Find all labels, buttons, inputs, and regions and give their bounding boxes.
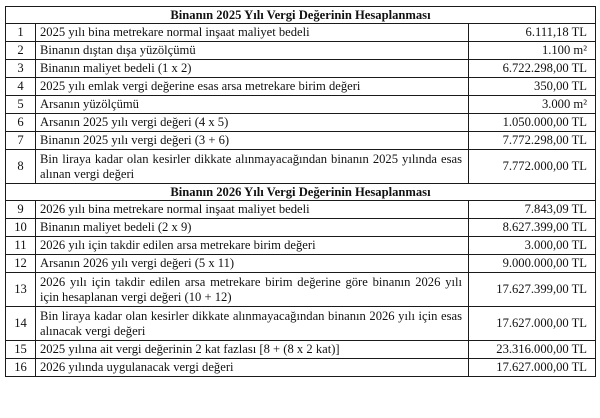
row-number: 16 — [6, 359, 36, 377]
row-value: 17.627.000,00 TL — [469, 307, 596, 341]
row-number: 6 — [6, 114, 36, 132]
table-row — [6, 42, 596, 60]
table-row — [6, 341, 596, 359]
table-row — [6, 78, 596, 96]
row-description: 2025 yılı emlak vergi değerine esas arsa metrekare birim değeri — [36, 78, 469, 96]
row-value: 1.100 m² — [469, 42, 596, 60]
row-number: 13 — [6, 273, 36, 307]
row-number: 9 — [6, 201, 36, 219]
row-value: 3.000,00 TL — [469, 237, 596, 255]
row-number: 5 — [6, 96, 36, 114]
row-number: 11 — [6, 237, 36, 255]
row-description: 2026 yılı bina metrekare normal inşaat maliyet bedeli — [36, 201, 469, 219]
row-value: 6.722.298,00 TL — [469, 60, 596, 78]
table-row — [6, 132, 596, 150]
table-row — [6, 273, 596, 307]
row-value: 350,00 TL — [469, 78, 596, 96]
table-row — [6, 237, 596, 255]
row-value: 8.627.399,00 TL — [469, 219, 596, 237]
row-description: Binanın maliyet bedeli (1 x 2) — [36, 60, 469, 78]
table-row — [6, 150, 596, 184]
row-description: Arsanın yüzölçümü — [36, 96, 469, 114]
row-number: 3 — [6, 60, 36, 78]
row-value: 17.627.399,00 TL — [469, 273, 596, 307]
table-body — [6, 7, 596, 377]
table-row — [6, 359, 596, 377]
row-description: 2026 yılı için takdir edilen arsa metrekare birim değeri — [36, 237, 469, 255]
section-title: Binanın 2026 Yılı Vergi Değerinin Hesaplanması — [6, 184, 596, 201]
row-description: 2025 yılına ait vergi değerinin 2 kat fazlası [8 + (8 x 2 kat)] — [36, 341, 469, 359]
tax-value-document — [5, 6, 595, 377]
row-number: 1 — [6, 24, 36, 42]
row-value: 9.000.000,00 TL — [469, 255, 596, 273]
table-row — [6, 24, 596, 42]
row-description: Bin liraya kadar olan kesirler dikkate alınmayacağından binanın 2025 yılında esas alınan vergi değeri — [36, 150, 469, 184]
table-row — [6, 255, 596, 273]
row-description: 2026 yılında uygulanacak vergi değeri — [36, 359, 469, 377]
table-row — [6, 96, 596, 114]
row-number: 2 — [6, 42, 36, 60]
tax-value-table — [5, 6, 596, 377]
row-description: Bin liraya kadar olan kesirler dikkate alınmayacağından binanın 2026 yılı için esas alınacak vergi değeri — [36, 307, 469, 341]
row-description: Arsanın 2026 yılı vergi değeri (5 x 11) — [36, 255, 469, 273]
row-value: 7.772.298,00 TL — [469, 132, 596, 150]
row-number: 7 — [6, 132, 36, 150]
section-header-row — [6, 7, 596, 24]
row-number: 14 — [6, 307, 36, 341]
row-description: Binanın dıştan dışa yüzölçümü — [36, 42, 469, 60]
row-description: 2025 yılı bina metrekare normal inşaat maliyet bedeli — [36, 24, 469, 42]
row-number: 15 — [6, 341, 36, 359]
row-description: Binanın 2025 yılı vergi değeri (3 + 6) — [36, 132, 469, 150]
row-value: 7.843,09 TL — [469, 201, 596, 219]
row-value: 17.627.000,00 TL — [469, 359, 596, 377]
row-number: 12 — [6, 255, 36, 273]
row-value: 3.000 m² — [469, 96, 596, 114]
row-number: 4 — [6, 78, 36, 96]
section-title: Binanın 2025 Yılı Vergi Değerinin Hesaplanması — [6, 7, 596, 24]
row-value: 7.772.000,00 TL — [469, 150, 596, 184]
table-row — [6, 201, 596, 219]
table-row — [6, 307, 596, 341]
row-description: 2026 yılı için takdir edilen arsa metrekare birim değerine göre binanın 2026 yılı için hesaplanan vergi değeri (10 + 12) — [36, 273, 469, 307]
row-value: 1.050.000,00 TL — [469, 114, 596, 132]
row-number: 8 — [6, 150, 36, 184]
table-row — [6, 219, 596, 237]
row-number: 10 — [6, 219, 36, 237]
row-value: 23.316.000,00 TL — [469, 341, 596, 359]
row-value: 6.111,18 TL — [469, 24, 596, 42]
section-header-row — [6, 184, 596, 201]
row-description: Binanın maliyet bedeli (2 x 9) — [36, 219, 469, 237]
table-row — [6, 60, 596, 78]
table-row — [6, 114, 596, 132]
row-description: Arsanın 2025 yılı vergi değeri (4 x 5) — [36, 114, 469, 132]
